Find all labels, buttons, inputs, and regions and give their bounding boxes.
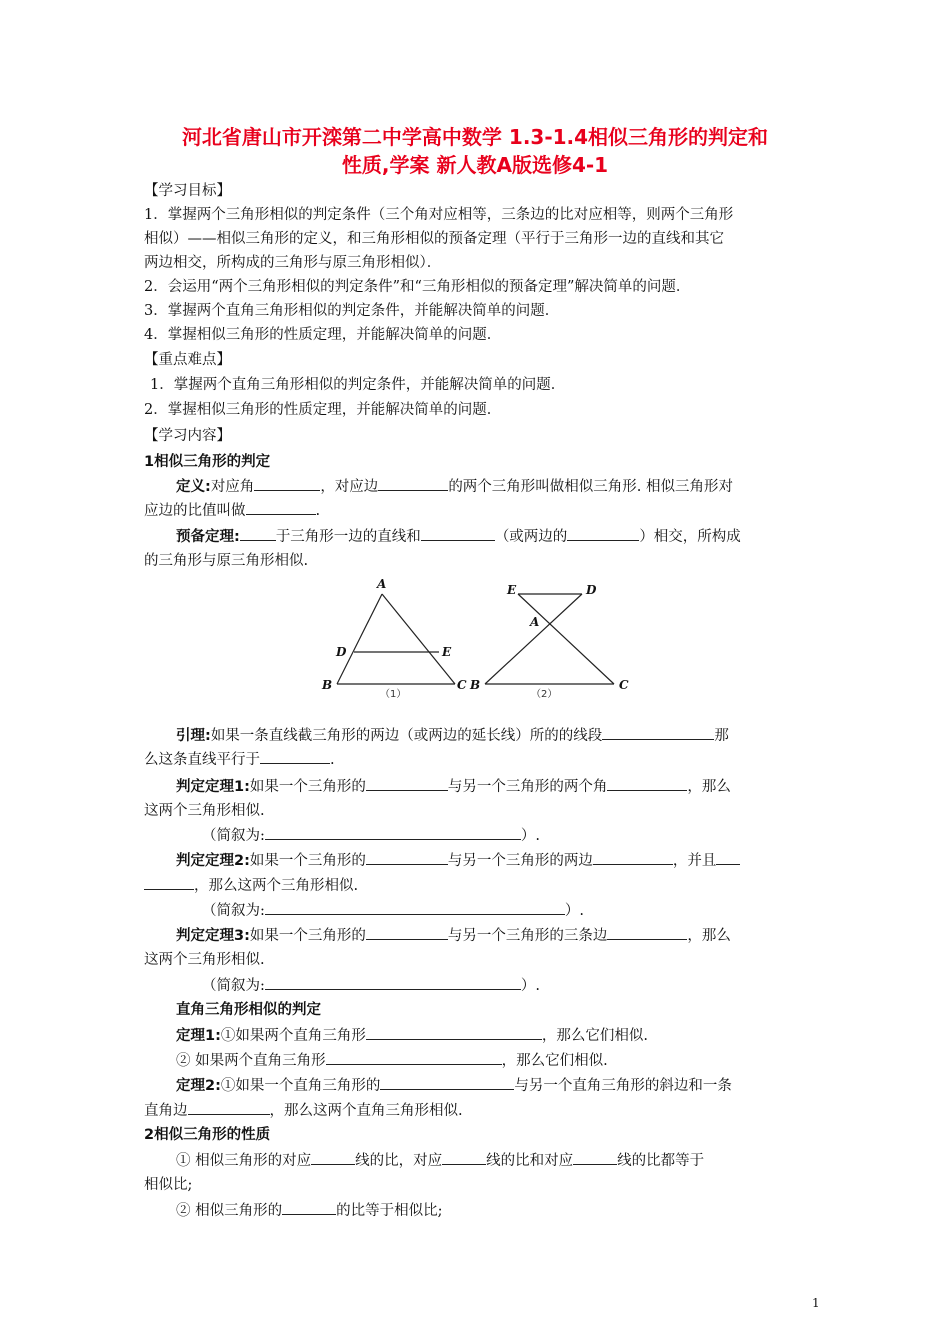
theorem-1-line — [176, 776, 731, 797]
fig2-label-e: E — [507, 583, 517, 597]
section-heading-goals: 【学习目标】 — [144, 183, 231, 199]
goal-2: 2．会运用“两个三角形相似的判定条件”和“三角形相似的预备定理”解决简单的问题． — [144, 279, 691, 295]
definition-text-e: . — [315, 503, 321, 519]
theorem-1-line-2: 这两个三角形相似. — [144, 803, 265, 819]
fig2-line-ec — [518, 594, 614, 684]
fig2-label-b: B — [470, 678, 481, 692]
property-2-text-a: ② 相似三角形的 — [176, 1203, 283, 1219]
definition-text-a: 对应角 — [210, 479, 255, 495]
definition-text-b: ，对应边 — [320, 479, 379, 495]
rt-theorem-2-line-2 — [144, 1100, 463, 1121]
preparatory-line-2: 的三角形与原三角形相似. — [144, 553, 309, 569]
rt-theorem-1b-text-b: ，那么它们相似. — [501, 1053, 608, 1069]
property-1-text-d: 线的比都等于 — [617, 1153, 705, 1169]
geometry-figure — [318, 578, 648, 698]
document-title-line1: 河北省唐山市开滦第二中学高中数学 1.3-1.4相似三角形的判定和 — [181, 125, 769, 149]
key-1: 1．掌握两个直角三角形相似的判定条件，并能解决简单的问题． — [150, 377, 566, 393]
fig1-label-a: A — [377, 578, 387, 591]
theorem-3-label: 判定定理3: — [176, 928, 250, 944]
blank — [607, 925, 687, 940]
brief-open: （简叙为: — [202, 828, 265, 844]
theorem-3-text-b: 与另一个三角形的三条边 — [447, 928, 608, 944]
fig1-label-b: B — [322, 678, 333, 692]
rt-theorem-1-label: 定理1: — [176, 1028, 221, 1044]
blank — [442, 1150, 486, 1165]
theorem-1-label: 判定定理1: — [176, 779, 250, 795]
property-2-text-b: 的比等于相似比; — [336, 1203, 443, 1219]
subsection-1-heading: 1相似三角形的判定 — [144, 454, 271, 470]
lemma-label: 引理: — [176, 728, 211, 744]
goal-3: 3．掌握两个直角三角形相似的判定条件，并能解决简单的问题． — [144, 303, 560, 319]
blank — [366, 925, 448, 940]
blank — [366, 850, 448, 865]
rt-theorem-1-text-a: ①如果两个直角三角形 — [220, 1028, 366, 1044]
blank — [380, 1075, 514, 1090]
definition-label: 定义: — [176, 479, 211, 495]
definition-line-2 — [144, 500, 320, 521]
rt-theorem-2-text-b: 与另一个直角三角形的斜边和一条 — [514, 1078, 732, 1094]
lemma-text-c: 么这条直线平行于 — [144, 752, 260, 768]
right-triangle-heading: 直角三角形相似的判定 — [176, 1002, 321, 1018]
blank — [246, 500, 316, 515]
rt-theorem-2-text-c: 直角边 — [144, 1103, 188, 1119]
rt-theorem-2-text-d: ，那么这两个直角三角形相似. — [269, 1103, 463, 1119]
fig2-label-c: C — [619, 678, 629, 692]
theorem-2-line-2 — [144, 875, 358, 896]
theorem-2-text-d: ，那么这两个三角形相似. — [194, 878, 359, 894]
fig2-caption: （2） — [531, 689, 558, 698]
rt-theorem-1b-text-a: ② 如果两个直角三角形 — [176, 1053, 326, 1069]
subsection-2-heading: 2相似三角形的性质 — [144, 1127, 271, 1143]
property-1-text-a: ① 相似三角形的对应 — [176, 1153, 312, 1169]
brief-2-line — [202, 900, 584, 921]
preparatory-text-b: （或两边的 — [494, 529, 568, 545]
blank — [573, 1150, 617, 1165]
blank — [567, 526, 639, 541]
preparatory-theorem-line — [176, 526, 741, 547]
fig1-label-e: E — [442, 645, 452, 659]
property-1-line-2: 相似比; — [144, 1177, 193, 1193]
theorem-2-label: 判定定理2: — [176, 853, 250, 869]
fig2-label-d: D — [586, 583, 597, 597]
rt-theorem-1b-line — [176, 1050, 608, 1071]
rt-theorem-2-label: 定理2: — [176, 1078, 221, 1094]
document-title-line2: 性质,学案 新人教A版选修4-1 — [341, 153, 609, 177]
brief-close: ）. — [520, 828, 540, 844]
brief-open: （简叙为: — [202, 903, 265, 919]
lemma-text-a: 如果一条直线截三角形的两边（或两边的延长线）所的的线段 — [210, 728, 603, 744]
blank — [421, 526, 495, 541]
blank — [366, 1025, 542, 1040]
key-2: 2．掌握相似三角形的性质定理，并能解决简单的问题． — [144, 402, 502, 418]
theorem-1-text-c: ，那么 — [687, 779, 731, 795]
property-1-text-b: 线的比，对应 — [355, 1153, 443, 1169]
blank — [378, 476, 448, 491]
blank — [144, 875, 194, 890]
theorem-3-text-a: 如果一个三角形的 — [249, 928, 366, 944]
blank — [254, 476, 320, 491]
property-1-text-c: 线的比和对应 — [486, 1153, 574, 1169]
blank — [366, 776, 448, 791]
preparatory-text-c: ）相交，所构成 — [639, 529, 741, 545]
fig1-label-d: D — [336, 645, 347, 659]
page-number: 1 — [812, 1296, 820, 1310]
lemma-line-2 — [144, 749, 335, 770]
goal-1-line-b: 相似）——相似三角形的定义，和三角形相似的预备定理（平行于三角形一边的直线和其它 — [144, 231, 724, 247]
property-1-line — [176, 1150, 704, 1171]
lemma-text-d: . — [330, 752, 335, 768]
rt-theorem-2-line — [176, 1075, 732, 1096]
goal-4: 4．掌握相似三角形的性质定理，并能解决简单的问题． — [144, 327, 502, 343]
blank — [607, 776, 687, 791]
rt-theorem-1-text-b: ，那么它们相似. — [541, 1028, 648, 1044]
rt-theorem-1-line — [176, 1025, 648, 1046]
theorem-2-text-c: ，并且 — [672, 853, 717, 869]
blank — [311, 1150, 355, 1165]
blank — [240, 526, 276, 541]
lemma-line — [176, 725, 729, 746]
fig1-label-c: C — [457, 678, 467, 692]
theorem-2-text-a: 如果一个三角形的 — [249, 853, 366, 869]
goal-1-line-a: 1．掌握两个三角形相似的判定条件（三个角对应相等，三条边的比对应相等，则两个三角形 — [144, 207, 734, 223]
section-heading-key: 【重点难点】 — [144, 352, 231, 368]
brief-close: ）. — [520, 978, 540, 994]
rt-theorem-2-text-a: ①如果一个直角三角形的 — [220, 1078, 381, 1094]
definition-text-c: 的两个三角形叫做相似三角形. 相似三角形对 — [448, 479, 734, 495]
fig1-caption: （1） — [380, 689, 407, 698]
blank — [716, 850, 740, 865]
blank — [265, 825, 521, 840]
fig2-label-a: A — [530, 615, 540, 629]
blank — [326, 1050, 502, 1065]
theorem-3-line — [176, 925, 731, 946]
blank — [265, 900, 565, 915]
theorem-1-text-a: 如果一个三角形的 — [249, 779, 366, 795]
brief-3-line — [202, 975, 540, 996]
theorem-3-line-2: 这两个三角形相似. — [144, 952, 265, 968]
brief-close: ）. — [564, 903, 584, 919]
preparatory-text-a: 于三角形一边的直线和 — [275, 529, 421, 545]
blank — [602, 725, 714, 740]
fig2-line-db — [485, 594, 582, 684]
section-heading-content: 【学习内容】 — [144, 428, 231, 444]
definition-text-d: 应边的比值叫做 — [144, 503, 246, 519]
theorem-2-line — [176, 850, 740, 871]
definition-line — [176, 476, 733, 497]
theorem-3-text-c: ，那么 — [687, 928, 731, 944]
property-2-line — [176, 1200, 443, 1221]
blank — [260, 749, 330, 764]
blank — [282, 1200, 336, 1215]
fig1-side-ab — [337, 594, 382, 684]
blank — [593, 850, 673, 865]
brief-1-line — [202, 825, 540, 846]
theorem-1-text-b: 与另一个三角形的两个角 — [447, 779, 608, 795]
preparatory-label: 预备定理: — [176, 529, 240, 545]
fig1-side-ac — [382, 594, 455, 684]
goal-1-line-c: 两边相交，所构成的三角形与原三角形相似）． — [144, 255, 442, 271]
blank — [265, 975, 521, 990]
theorem-2-text-b: 与另一个三角形的两边 — [447, 853, 593, 869]
blank — [188, 1100, 270, 1115]
lemma-text-b: 那 — [714, 728, 729, 744]
brief-open: （简叙为: — [202, 978, 265, 994]
